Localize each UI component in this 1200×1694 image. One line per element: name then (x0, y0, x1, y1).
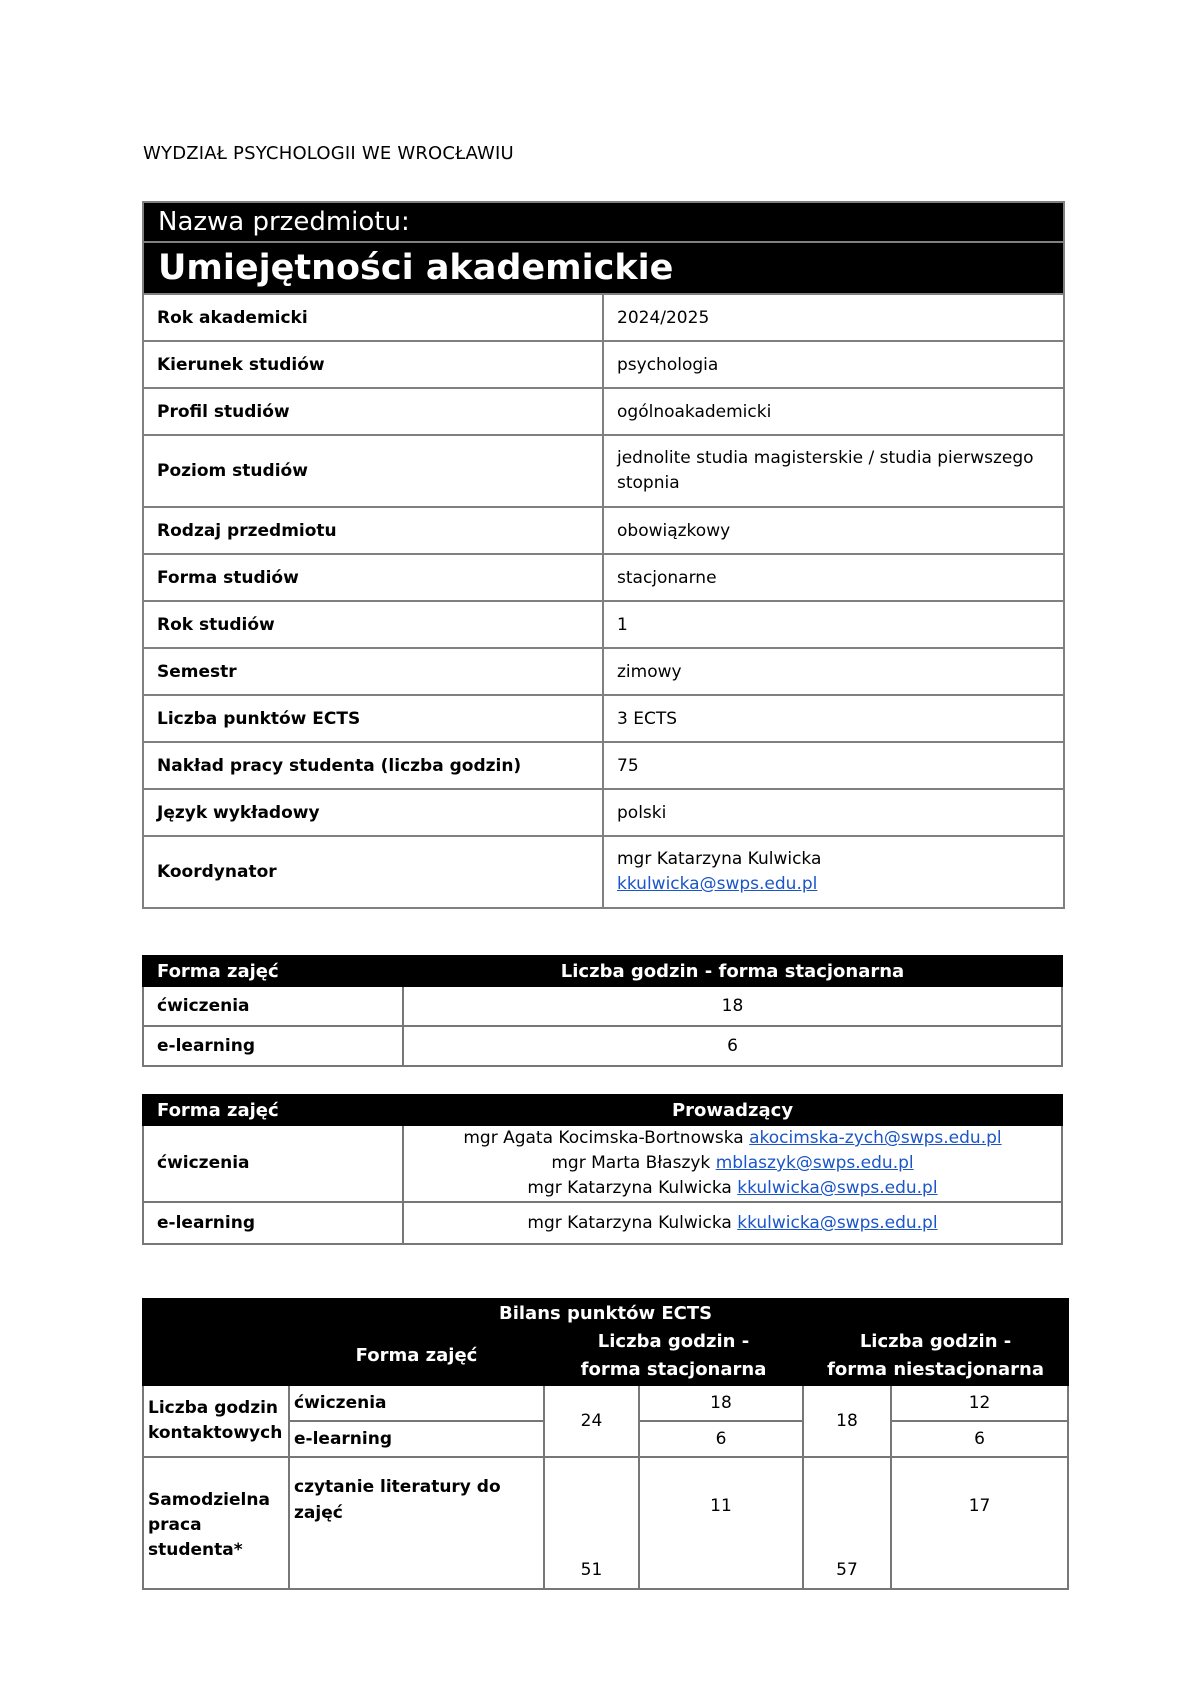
teacher-entry (417, 1176, 1048, 1201)
coordinator-email-link[interactable]: kkulwicka@swps.edu.pl (617, 874, 818, 894)
teacher-entry (417, 1126, 1048, 1151)
hours-form: ćwiczenia (143, 986, 403, 1026)
info-label: Forma studiów (143, 554, 603, 601)
info-label: Kierunek studiów (143, 341, 603, 388)
info-value: ogólnoakademicki (603, 388, 1064, 435)
info-label: Rodzaj przedmiotu (143, 507, 603, 554)
coordinator-value (603, 836, 1064, 908)
subject-label: Nazwa przedmiotu: (143, 202, 1064, 242)
ects-head-stac-line1: Liczba godzin - (597, 1331, 750, 1352)
ects-form: czytanie literatury do zajęć (289, 1457, 544, 1589)
teacher-name: mgr Katarzyna Kulwicka (527, 1178, 732, 1198)
hours-col-form: Forma zajęć (143, 956, 403, 986)
ects-self-niestac-total: 57 (803, 1457, 891, 1589)
ects-head-niestac-line1: Liczba godzin - (859, 1331, 1012, 1352)
teachers-table (142, 1094, 1063, 1245)
teachers-list (403, 1125, 1062, 1202)
info-value: 2024/2025 (603, 294, 1064, 341)
ects-stac-value: 11 (639, 1457, 803, 1589)
teachers-form: ćwiczenia (143, 1125, 403, 1202)
coordinator-label: Koordynator (143, 836, 603, 908)
teacher-name: mgr Agata Kocimska-Bortnowska (463, 1128, 744, 1148)
ects-title: Bilans punktów ECTS (143, 1299, 1068, 1327)
info-label: Język wykładowy (143, 789, 603, 836)
info-label: Semestr (143, 648, 603, 695)
info-value: jednolite studia magisterskie / studia pierwszego stopnia (603, 435, 1064, 507)
ects-stac-value: 6 (639, 1421, 803, 1457)
info-label: Profil studiów (143, 388, 603, 435)
teachers-col-form: Forma zajęć (143, 1095, 403, 1125)
ects-stac-value: 18 (639, 1385, 803, 1421)
ects-niestac-value: 17 (891, 1457, 1068, 1589)
info-value: 75 (603, 742, 1064, 789)
hours-table (142, 955, 1063, 1067)
teacher-name: mgr Katarzyna Kulwicka (527, 1213, 732, 1233)
ects-head-niestac (803, 1327, 1068, 1385)
ects-self-label-text: Samodzielna praca studenta* (148, 1490, 270, 1560)
ects-form: e-learning (289, 1421, 544, 1457)
subject-name: Umiejętności akademickie (143, 242, 1064, 294)
teachers-list (403, 1202, 1062, 1244)
info-label: Rok akademicki (143, 294, 603, 341)
teacher-email-link[interactable]: kkulwicka@swps.edu.pl (737, 1213, 938, 1233)
ects-self-stac-total: 51 (544, 1457, 639, 1589)
info-value: obowiązkowy (603, 507, 1064, 554)
ects-head-stac (544, 1327, 803, 1385)
hours-value: 18 (403, 986, 1062, 1026)
course-info-table (142, 201, 1065, 909)
info-label: Nakład pracy studenta (liczba godzin) (143, 742, 603, 789)
hours-value: 6 (403, 1026, 1062, 1066)
info-value: 1 (603, 601, 1064, 648)
ects-form: ćwiczenia (289, 1385, 544, 1421)
info-label: Liczba punktów ECTS (143, 695, 603, 742)
info-value: psychologia (603, 341, 1064, 388)
info-label: Rok studiów (143, 601, 603, 648)
coordinator-name: mgr Katarzyna Kulwicka (617, 849, 822, 869)
ects-contact-label: Liczba godzin kontaktowych (143, 1385, 289, 1457)
hours-col-hours: Liczba godzin - forma stacjonarna (403, 956, 1062, 986)
teacher-email-link[interactable]: mblaszyk@swps.edu.pl (715, 1153, 914, 1173)
ects-self-label (143, 1457, 289, 1589)
teachers-col-teacher: Prowadzący (403, 1095, 1062, 1125)
ects-contact-niestac-total: 18 (803, 1385, 891, 1457)
info-value: stacjonarne (603, 554, 1064, 601)
ects-head-form: Forma zajęć (289, 1327, 544, 1385)
ects-head-stac-line2: forma stacjonarna (580, 1359, 767, 1380)
teachers-form: e-learning (143, 1202, 403, 1244)
ects-contact-stac-total: 24 (544, 1385, 639, 1457)
ects-head-niestac-line2: forma niestacjonarna (827, 1359, 1044, 1380)
info-value: polski (603, 789, 1064, 836)
faculty-name: WYDZIAŁ PSYCHOLOGII WE WROCŁAWIU (143, 143, 514, 164)
info-label: Poziom studiów (143, 435, 603, 507)
teacher-email-link[interactable]: akocimska-zych@swps.edu.pl (749, 1128, 1002, 1148)
teacher-email-link[interactable]: kkulwicka@swps.edu.pl (737, 1178, 938, 1198)
hours-form: e-learning (143, 1026, 403, 1066)
ects-head-empty (143, 1327, 289, 1385)
info-value: zimowy (603, 648, 1064, 695)
ects-balance-table (142, 1298, 1069, 1590)
ects-niestac-value: 12 (891, 1385, 1068, 1421)
info-value: 3 ECTS (603, 695, 1064, 742)
ects-niestac-value: 6 (891, 1421, 1068, 1457)
teacher-name: mgr Marta Błaszyk (551, 1153, 711, 1173)
teacher-entry (417, 1151, 1048, 1176)
